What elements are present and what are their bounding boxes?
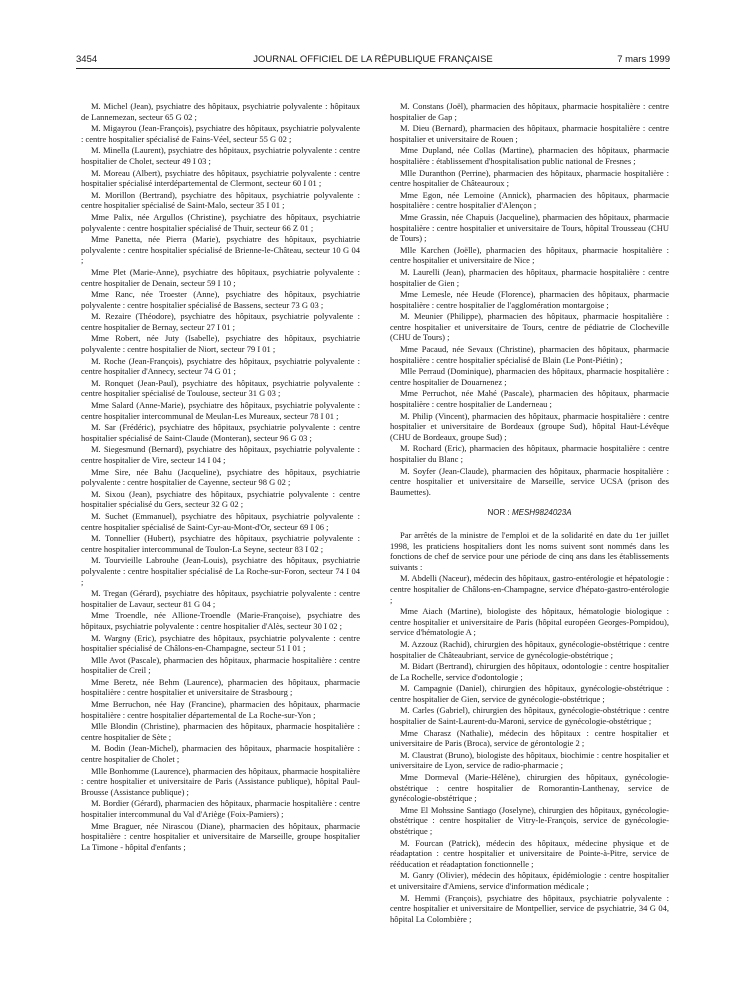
appointment-entry: Mme Panetta, née Pierra (Marie), psychiatre des hôpitaux, psychiatrie polyvalente : centre hospitalier spécialisé de Brienne-le-Château, secteur 10 G 04 ; — [81, 234, 360, 266]
page-number: 3454 — [76, 54, 98, 65]
appointment-entry: M. Morillon (Bertrand), psychiatre des hôpitaux, psychiatrie polyvalente : centre hospitalier spécialisé de Saint-Malo, secteur 35 I 01 ; — [81, 189, 360, 211]
appointment-entry: M. Bodin (Jean-Michel), pharmacien des hôpitaux, pharmacie hospitalière : centre hospitalier de Cholet ; — [81, 743, 360, 765]
issue-date: 7 mars 1999 — [617, 54, 670, 65]
appointment-entry: Mme El Mohssine Santiago (Joselyne), chirurgien des hôpitaux, gynécologie-obstétrique : centre hospitalier de Vitry-le-François, service de gynécologie-obstétrique ; — [390, 804, 669, 836]
appointment-entry: M. Michel (Jean), psychiatre des hôpitaux, psychiatrie polyvalente : hôpitaux de Lannemezan, secteur 65 G 02 ; — [81, 101, 360, 122]
appointment-entry: M. Sixou (Jean), psychiatre des hôpitaux, psychiatrie polyvalente : centre hospitalier spécialisé du Gers, secteur 32 G 02 ; — [81, 488, 360, 510]
appointment-entry: Mlle Avot (Pascale), pharmacien des hôpitaux, pharmacie hospitalière : centre hospitalier de Creil ; — [81, 654, 360, 676]
page-header — [76, 54, 670, 68]
header-rule — [76, 68, 670, 69]
appointment-entry: M. Ronquet (Jean-Paul), psychiatre des hôpitaux, psychiatrie polyvalente : centre hospitalier spécialisé de Toulouse, secteur 31 G 03 ; — [81, 377, 360, 399]
appointment-entry: Mme Charasz (Nathalie), médecin des hôpitaux : centre hospitalier et universitaire de Paris (Broca), service de gérontologie 2 ; — [390, 727, 669, 749]
appointment-entry: Mme Sire, née Bahu (Jacqueline), psychiatre des hôpitaux, psychiatrie polyvalente : centre hospitalier de Cayenne, secteur 98 G 02 ; — [81, 466, 360, 488]
decree-intro: Par arrêtés de la ministre de l'emploi et de la solidarité en date du 1er juillet 1998, les praticiens hospitaliers dont les noms suivent sont nommés dans les fonctions de chef de service pour une période de cinq ans dans les établissements suivants : — [390, 529, 669, 572]
appointment-entry: M. Constans (Joël), pharmacien des hôpitaux, pharmacie hospitalière : centre hospitalier de Gap ; — [390, 101, 669, 122]
appointment-entry: M. Rochard (Eric), pharmacien des hôpitaux, pharmacie hospitalière : centre hospitalier du Blanc ; — [390, 443, 669, 464]
appointment-entry: M. Moreau (Albert), psychiatre des hôpitaux, psychiatrie polyvalente : centre hospitalier spécialisé interdépartemental de Clermont, secteur 60 I 01 ; — [81, 167, 360, 189]
appointment-entry: M. Sar (Frédéric), psychiatre des hôpitaux, psychiatrie polyvalente : centre hospitalier spécialisé de Saint-Claude (Monteran), secteur 96 G 03 ; — [81, 422, 360, 443]
appointment-entry: Mlle Blondin (Christine), pharmacien des hôpitaux, pharmacie hospitalière : centre hospitalier de Sète ; — [81, 721, 360, 742]
appointment-entry: Mme Ranc, née Troester (Anne), psychiatre des hôpitaux, psychiatrie polyvalente : centre hospitalier spécialisé de Bassens, secteur 73 G 03 ; — [81, 289, 360, 310]
appointment-entry: M. Carles (Gabriel), chirurgien des hôpitaux, gynécologie-obstétrique : centre hospitalier de Saint-Laurent-du-Maroni, service de gynécologie-obstétrique ; — [390, 705, 669, 727]
appointment-entry: M. Soyfer (Jean-Claude), pharmacien des hôpitaux, pharmacie hospitalière : centre hospitalier et universitaire de Marseille, service UCSA (prison des Baumettes). — [390, 465, 669, 497]
appointment-entry: Mme Pacaud, née Sevaux (Christine), pharmacien des hôpitaux, pharmacie hospitalière : centre hospitalier spécialisé de Blain (Le Pont-Piétin) ; — [390, 344, 669, 365]
appointment-entry: Mme Perruchot, née Mahé (Pascale), pharmacien des hôpitaux, pharmacie hospitalière : centre hospitalier de Landerneau ; — [390, 388, 669, 410]
appointment-entry: M. Tourvieille Labrouhe (Jean-Louis), psychiatre des hôpitaux, psychiatrie polyvalente : centre hospitalier spécialisé de La Roche-sur-Foron, secteur 74 I 04 ; — [81, 555, 360, 587]
appointment-entry: M. Meunier (Philippe), pharmacien des hôpitaux, pharmacie hospitalière : centre hospitalier et universitaire de Tours, centre de pédiatrie de Clocheville (CHU de Tours) ; — [390, 311, 669, 343]
appointment-entry: M. Philip (Vincent), pharmacien des hôpitaux, pharmacie hospitalière : centre hospitalier et universitaire de Bordeaux (groupe Sud), hôpital Haut-Lévêque (CHU de Bordeaux, groupe Sud) ; — [390, 410, 669, 442]
appointment-entry: Mme Lemesle, née Heude (Florence), pharmacien des hôpitaux, pharmacie hospitalière : centre hospitalier de l'agglomération montargoise ; — [390, 289, 669, 310]
right-column — [390, 101, 669, 925]
appointment-entry: Mme Palix, née Argullos (Christine), psychiatre des hôpitaux, psychiatrie polyvalente : centre hospitalier spécialisé de Thuir, secteur 66 Z 01 ; — [81, 211, 360, 233]
appointment-entry: Mlle Duranthon (Perrine), pharmacien des hôpitaux, pharmacie hospitalière : centre hospitalier de Châteauroux ; — [390, 167, 669, 189]
appointment-entry: Mme Dupland, née Collas (Martine), pharmacien des hôpitaux, pharmacie hospitalière : établissement d'hospitalisation public national de Fresnes ; — [390, 145, 669, 166]
appointment-entry: Mme Braguer, née Nirascou (Diane), pharmacien des hôpitaux, pharmacie hospitalière : centre hospitalier et universitaire de Marseille, groupe hospitalier La Timone - hôpital d'enfants ; — [81, 820, 360, 852]
appointment-entry: M. Suchet (Emmanuel), psychiatre des hôpitaux, psychiatrie polyvalente : centre hospitalier spécialisé de Saint-Cyr-au-Mont-d'Or, secteur 69 I 06 ; — [81, 510, 360, 532]
appointment-entry: Mme Egon, née Lemoine (Annick), pharmacien des hôpitaux, pharmacie hospitalière : centre hospitalier d'Alençon ; — [390, 189, 669, 211]
appointment-entry: M. Migayrou (Jean-François), psychiatre des hôpitaux, psychiatrie polyvalente : centre hospitalier spécialisé de Fains-Véel, secteur 55 G 02 ; — [81, 123, 360, 144]
appointment-entry: Mlle Perraud (Dominique), pharmacien des hôpitaux, pharmacie hospitalière : centre hospitalier de Douarnenez ; — [390, 366, 669, 387]
appointment-entry: Mme Plet (Marie-Anne), psychiatre des hôpitaux, psychiatrie polyvalente : centre hospitalier de Denain, secteur 59 I 10 ; — [81, 266, 360, 288]
appointment-entry: Mlle Karchen (Joëlle), pharmacien des hôpitaux, pharmacie hospitalière : centre hospitalier et universitaire de Nice ; — [390, 244, 669, 266]
appointment-entry: M. Tonnellier (Hubert), psychiatre des hôpitaux, psychiatrie polyvalente : centre hospitalier intercommunal de Toulon-La Seyne, secteur 83 I 02 ; — [81, 533, 360, 554]
nor-prefix: NOR : — [487, 508, 510, 518]
appointment-entry: M. Tregan (Gérard), psychiatre des hôpitaux, psychiatrie polyvalente : centre hospitalier de Lavaur, secteur 81 G 04 ; — [81, 588, 360, 609]
appointment-entry: M. Bidart (Bertrand), chirurgien des hôpitaux, odontologie : centre hospitalier de La Rochelle, service d'odontologie ; — [390, 661, 669, 682]
appointment-entry: M. Minella (Laurent), psychiatre des hôpitaux, psychiatrie polyvalente : centre hospitalier de Cholet, secteur 49 I 03 ; — [81, 145, 360, 166]
appointment-entry: M. Ganry (Olivier), médecin des hôpitaux, épidémiologie : centre hospitalier et universitaire d'Amiens, service d'information médicale ; — [390, 870, 669, 891]
appointment-entry: Mme Dormeval (Marie-Hélène), chirurgien des hôpitaux, gynécologie-obstétrique : centre hospitalier de Romorantin-Lanthenay, service de gynécologie-obstétrique ; — [390, 772, 669, 804]
appointment-entry: M. Roche (Jean-François), psychiatre des hôpitaux, psychiatrie polyvalente : centre hospitalier d'Annecy, secteur 74 G 01 ; — [81, 355, 360, 377]
appointment-entry: Mme Beretz, née Behm (Laurence), pharmacien des hôpitaux, pharmacie hospitalière : centre hospitalier et universitaire de Strasbourg ; — [81, 676, 360, 698]
appointment-entry: M. Abdelli (Naceur), médecin des hôpitaux, gastro-entérologie et hépatologie : centre hospitalier de Châlons-en-Champagne, service d'hépato-gastro-entérologie ; — [390, 573, 669, 605]
appointment-entry: Mme Robert, née Juty (Isabelle), psychiatre des hôpitaux, psychiatrie polyvalente : centre hospitalier de Niort, secteur 79 I 01 ; — [81, 333, 360, 355]
appointment-entry: Mme Berruchon, née Hay (Francine), pharmacien des hôpitaux, pharmacie hospitalière : centre hospitalier départemental de La Roche-sur-Yon ; — [81, 699, 360, 720]
appointment-entry: M. Hemmi (François), psychiatre des hôpitaux, psychiatrie polyvalente : centre hospitalier et universitaire de Montpellier, service de psychiatrie, 34 G 04, hôpital La Colombière ; — [390, 892, 669, 924]
appointment-entry: M. Azzouz (Rachid), chirurgien des hôpitaux, gynécologie-obstétrique : centre hospitalier de Châteaubriant, service de gynécologie-obstétrique ; — [390, 638, 669, 660]
nor-reference — [390, 508, 669, 519]
appointment-entry: M. Siegesmund (Bernard), psychiatre des hôpitaux, psychiatrie polyvalente : centre hospitalier de Vire, secteur 14 I 04 ; — [81, 444, 360, 465]
appointment-entry: M. Fourcan (Patrick), médecin des hôpitaux, médecine physique et de réadaptation : centre hospitalier et universitaire de Pointe-à-Pitre, service de rééducation et réadaptation fonctionnelle ; — [390, 837, 669, 869]
appointment-entry: M. Wargny (Eric), psychiatre des hôpitaux, psychiatrie polyvalente : centre hospitalier spécialisé de Châlons-en-Champagne, secteur 51 I 01 ; — [81, 632, 360, 654]
appointment-entry: M. Rezaire (Théodore), psychiatre des hôpitaux, psychiatrie polyvalente : centre hospitalier de Bernay, secteur 27 I 01 ; — [81, 311, 360, 332]
appointment-entry: Mme Salard (Anne-Marie), psychiatre des hôpitaux, psychiatrie polyvalente : centre hospitalier intercommunal de Meulan-Les Mureaux, secteur 78 I 01 ; — [81, 400, 360, 421]
appointment-entry: M. Claustrat (Bruno), biologiste des hôpitaux, biochimie : centre hospitalier et universitaire de Lyon, service de radio-pharmacie ; — [390, 749, 669, 771]
left-column — [81, 101, 360, 853]
nor-code: MESH9824023A — [511, 508, 572, 518]
appointment-entry: Mme Grassin, née Chapuis (Jacqueline), pharmacien des hôpitaux, pharmacie hospitalière : centre hospitalier et universitaire de Tours, hôpital Trousseau (CHU de Tours) ; — [390, 211, 669, 244]
appointment-entry: M. Dieu (Bernard), pharmacien des hôpitaux, pharmacie hospitalière : centre hospitalier et universitaire de Rouen ; — [390, 123, 669, 144]
journal-title: JOURNAL OFFICIEL DE LA RÉPUBLIQUE FRANÇAISE — [253, 54, 493, 65]
appointment-entry: M. Laurelli (Jean), pharmacien des hôpitaux, pharmacie hospitalière : centre hospitalier de Gien ; — [390, 266, 669, 288]
appointment-entry: Mme Troendle, née Allione-Troendle (Marie-Françoise), psychiatre des hôpitaux, psychiatrie polyvalente : centre hospitalier d'Alès, secteur 30 I 02 ; — [81, 610, 360, 631]
appointment-entry: M. Campagnie (Daniel), chirurgien des hôpitaux, gynécologie-obstétrique : centre hospitalier de Gien, service de gynécologie-obstétrique ; — [390, 683, 669, 704]
appointment-entry: Mme Aiach (Martine), biologiste des hôpitaux, hématologie biologique : centre hospitalier et universitaire de Paris (hôpital européen Georges-Pompidou), service d'hématologie A ; — [390, 606, 669, 638]
appointment-entry: M. Bordier (Gérard), pharmacien des hôpitaux, pharmacie hospitalière : centre hospitalier intercommunal du Val d'Ariège (Foix-Pamiers) ; — [81, 798, 360, 819]
appointment-entry: Mlle Bonhomme (Laurence), pharmacien des hôpitaux, pharmacie hospitalière : centre hospitalier et universitaire de Paris (Assistance publique), hôpital Paul-Brousse (Assistance publique) ; — [81, 765, 360, 797]
